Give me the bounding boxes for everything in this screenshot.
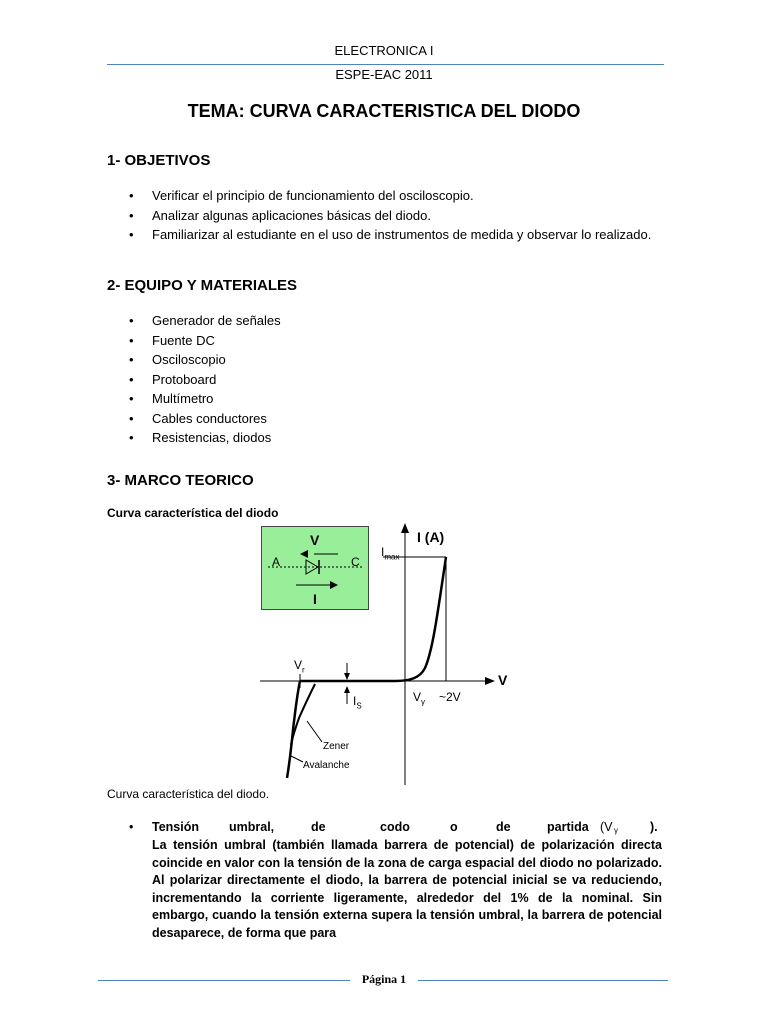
imax-label: $I_{max}$ [381,545,400,562]
zener-leader [307,721,322,742]
vr-label: $V_r$ [294,658,305,675]
zener-label: Zener [323,741,350,752]
avalanche-label: Avalanche [303,760,350,771]
bullet-icon: • [129,820,134,834]
vy-label: $V_\gamma$ [413,690,426,707]
list-item: • Cables conductores [107,409,662,429]
objetivos-list [107,186,662,245]
section-heading-equipo: 2- EQUIPO Y MATERIALES [107,277,298,294]
list-item: • Analizar algunas aplicaciones básicas del diodo. [107,206,662,226]
diagram-cathode-label: C [351,555,360,569]
figure-caption-bottom: Curva característica del diodo. [107,787,270,801]
list-item: • Verificar el principio de funcionamiento del osciloscopio. [107,186,662,206]
is-arrow-up-icon [344,686,350,693]
is-arrow-down-icon [344,673,350,680]
section-heading-marco: 3- MARCO TEORICO [107,472,254,489]
avalanche-leader [291,756,303,762]
list-item: • Fuente DC [107,331,662,351]
y-axis-label: I (A) [417,529,445,545]
x-axis-arrow-icon [485,677,495,685]
diode-curve-figure [255,520,515,788]
header-rule [107,64,664,65]
equipo-list [107,311,662,448]
header-subtitle: ESPE-EAC 2011 [335,67,433,82]
figure-caption-top: Curva característica del diodo [107,506,279,520]
diagram-v-label: V [310,532,320,548]
header-title: ELECTRONICA I [334,43,434,58]
page-number: Página 1 [361,972,407,986]
list-item: • Resistencias, diodos [107,428,662,448]
page-title: TEMA: CURVA CARACTERISTICA DEL DIODO [187,101,581,121]
diagram-anode-label: A [272,555,281,569]
list-item: • Multímetro [107,389,662,409]
forward-curve [300,557,446,681]
list-item: • Familiarizar al estudiante en el uso de instrumentos de medida y observar lo realizado. [107,225,662,245]
y-axis-arrow-icon [401,523,409,533]
is-label: $I_S$ [353,694,362,711]
tension-umbral-paragraph: La tensión umbral (también llamada barrera de potencial) de polarización directa coincide en valor con la tensión de la zona de carga espacial del diodo no polarizado. Al polarizar directamente el diodo, la barrera de potencial inicial se va reduciendo, incrementando la corriente ligeramente, alrededor del 1% de la nominal. Sin embargo, cuando la tensión externa supera la tensión umbral, la barrera de potencial desaparece, de forma que para [152,838,662,940]
diagram-i-label: I [313,591,317,607]
list-item: • Generador de señales [107,311,662,331]
x-axis-label: V [498,672,508,688]
avalanche-curve [287,681,300,778]
list-item: • Osciloscopio [107,350,662,370]
section-heading-objetivos: 1- OBJETIVOS [107,152,211,169]
v2-label: ~2V [439,690,461,704]
list-item: • Protoboard [107,370,662,390]
